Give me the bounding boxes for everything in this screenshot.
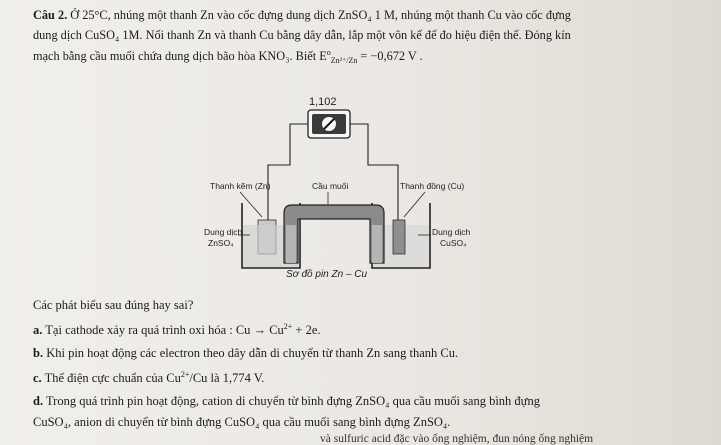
salt-bridge-inner-right xyxy=(372,225,382,263)
arrow-icon: → xyxy=(253,323,267,337)
option-c: c. Thế điện cực chuẩn của $Cu^{2+}/Cu$ là 1,774 V. xyxy=(33,370,265,385)
option-d-line-1: d. Trong quá trình pin hoạt động, cation di chuyển từ bình đựng ZnSO₄ qua cầu muối sang bình đựng xyxy=(33,394,540,408)
cuso4-label-1: Dung dịch xyxy=(432,227,471,237)
statement-prompt: Các phát biểu sau đúng hay sai? xyxy=(33,298,194,312)
cuso4-label-2: CuSO₄ xyxy=(440,238,467,248)
znso4-label-2: ZnSO₄ xyxy=(208,238,234,248)
voltmeter-reading: 1,102 xyxy=(309,96,337,108)
copper-electrode xyxy=(393,220,405,254)
copper-leader xyxy=(404,192,425,217)
salt-bridge-label: Cầu muối xyxy=(312,181,349,191)
copper-label: Thanh đồng (Cu) xyxy=(400,181,465,191)
option-d-line-2: CuSO₄, anion di chuyển từ bình đựng CuSO₄ qua cầu muối sang bình đựng ZnSO₄. xyxy=(33,415,451,429)
znso4-label-1: Dung dịch xyxy=(204,227,243,237)
option-a: a. Tại cathode xảy ra quá trình oxi hóa : $Cu \to Cu^{2+} + 2e$. xyxy=(33,322,321,337)
question-line-1: Câu 2. Ở 25°C, nhúng một thanh Zn vào cốc đựng dung dịch ZnSO₄ 1 M, nhúng một thanh Cu vào cốc đựng xyxy=(33,8,571,22)
option-b: b. Khi pin hoạt động các electron theo dây dẫn di chuyển từ thanh Zn sang thanh Cu. xyxy=(33,346,459,360)
std-potential-symbol: $E^o_{Zn^{2+}/Zn}$ xyxy=(319,48,358,65)
question-line-3: mạch bằng cầu muối chứa dung dịch bão hòa KNO₃. Biết $E^o_{Zn^{2+}/Zn} = -0,672$ V . xyxy=(33,48,423,65)
salt-bridge-inner-left xyxy=(286,225,296,263)
galvanic-cell-diagram xyxy=(200,85,500,280)
question-line-2: dung dịch CuSO₄ 1M. Nối thanh Zn và thanh Cu bằng dây dẫn, lắp một vôn kế để đo hiệu điện thế. Đóng kín xyxy=(33,28,571,42)
diagram-caption: Sơ đồ pin Zn – Cu xyxy=(286,269,368,280)
question-number: Câu 2. xyxy=(33,8,68,22)
zinc-leader xyxy=(240,192,262,217)
cut-off-text: và sulfuric acid đặc vào ống nghiệm, đun nóng ống nghiệm xyxy=(320,433,594,445)
zinc-label: Thanh kẽm (Zn) xyxy=(210,181,271,191)
